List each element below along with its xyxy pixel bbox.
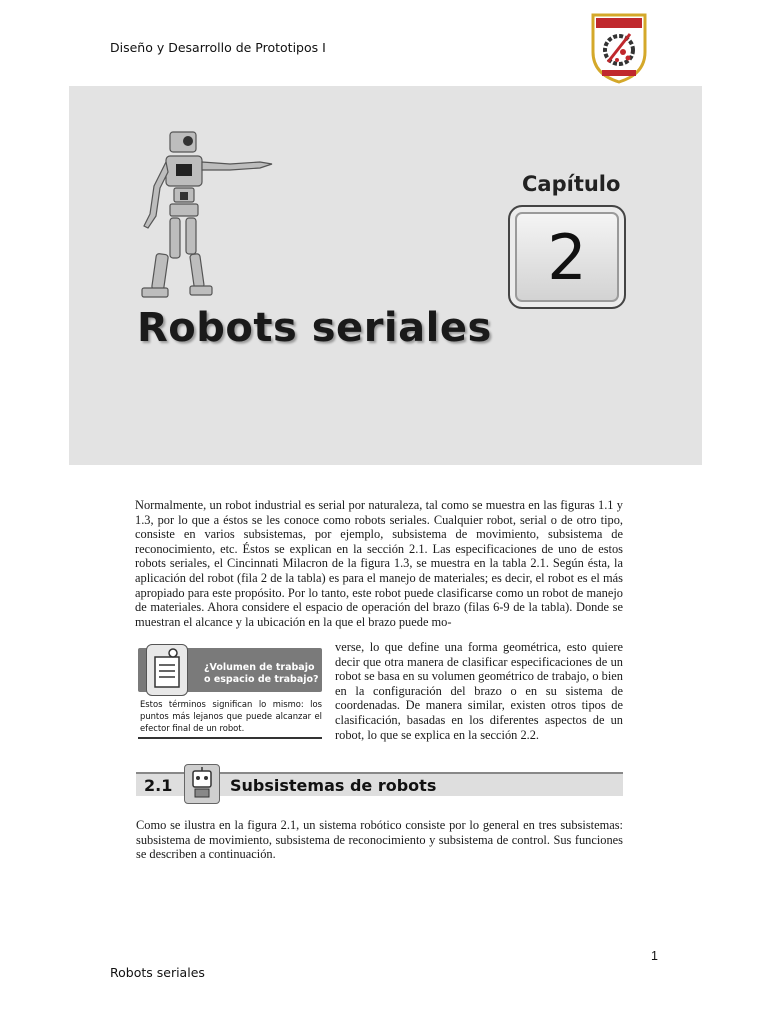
scroll-icon: [146, 644, 188, 696]
footer-title: Robots seriales: [110, 965, 205, 980]
robot-head-icon: [184, 764, 220, 804]
chapter-label: Capítulo: [522, 172, 621, 196]
chapter-title: Robots seriales: [137, 305, 492, 351]
sidebar-callout: [138, 648, 322, 739]
sidebar-heading: ¿Volumen de trabajo o espacio de trabajo?: [204, 662, 319, 685]
intro-paragraph-wrap: verse, lo que define una forma geométrica, esto quiere decir que otra manera de clasificar especificaciones de un robot se basa en su volumen geométrico de trabajo, o bien en la configuración del brazo o en su sistema de coordenadas. De manera similar, existen otros tipos de clasificación, basadas en los diferentes aspectos de un robot, lo que se explica en la sección 2.2.: [335, 640, 623, 742]
sidebar-header: [138, 648, 322, 692]
intro-paragraph: Normalmente, un robot industrial es serial por naturaleza, tal como se muestra en las figuras 1.1 y 1.3, por lo que a éstos se les conoce como robots seriales. Cualquier robot, serial o de otro tipo, consiste en varios subsistemas, por ejemplo, subsistema de movimiento, subsistema de reconocimiento, etc. Éstos se explican en la sección 2.1. Las especificaciones de uno de estos robots seriales, el Cincinnati Milacron de la figura 1.3, se muestra en la tabla 2.1. Según ésta, la aplicación del robot (fila 2 de la tabla) es para el manejo de materiales; es decir, el robot es el más apropiado para este propósito. Por lo tanto, este robot puede clasificarse como un robot de manejo de materiales. Ahora considere el espacio de operación del brazo (filas 6-9 de la tabla). Donde se muestran el alcance y la ubicación en la que el brazo puede mo-: [135, 498, 623, 629]
chapter-number-badge: 2: [508, 205, 626, 309]
section-number: 2.1: [144, 776, 173, 795]
section-heading-bar: [136, 772, 623, 796]
sidebar-body: Estos términos significan lo mismo: los puntos más lejanos que puede alcanzar el efector final de un robot.: [138, 692, 322, 739]
robot-illustration: [130, 126, 280, 306]
page-number: 1: [651, 949, 658, 963]
section-paragraph: Como se ilustra en la figura 2.1, un sistema robótico consiste por lo general en tres subsistemas: subsistema de movimiento, subsistema de reconocimiento y subsistema de control. Sus funciones se describen a continuación.: [136, 818, 623, 862]
school-crest-logo: [590, 12, 648, 84]
header-title: Diseño y Desarrollo de Prototipos I: [110, 40, 326, 55]
section-title: Subsistemas de robots: [230, 776, 437, 795]
